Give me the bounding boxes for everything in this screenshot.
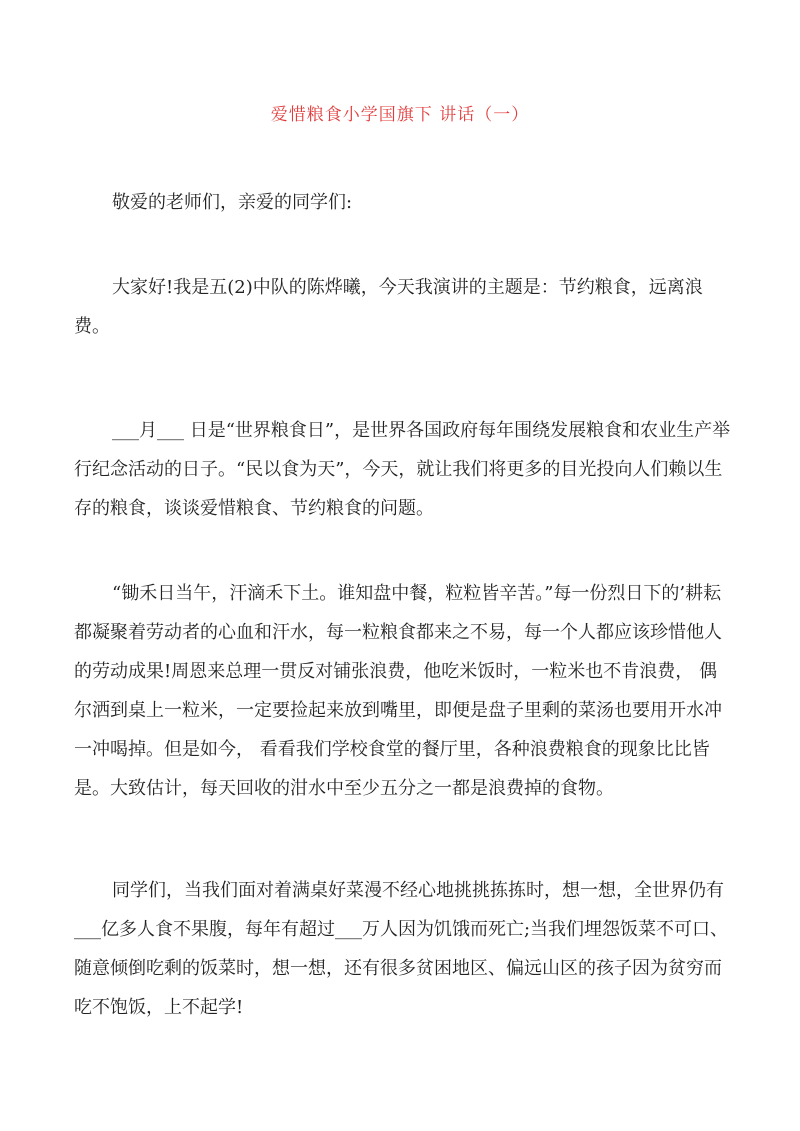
document-title: 爱惜粮食小学国旗下 讲话（一） xyxy=(270,105,530,125)
poem-paragraph: “锄禾日当午，汗滴禾下土。谁知盘中餐，粒粒皆辛苦。”每一份烈日下的’耕耘都凝聚着劳动者的心血和汗水，每一粒粮食都来之不易，每一个人都应该珍惜他人的劳动成果!周恩来总理一贯反对铺张浪费，他吃米饭时，一粒米也不肯浪费， 偶尔洒到桌上一粒米，一定要捡起来放到嘴里，即便是盘子里剩的菜汤也要用开水冲一冲喝掉。但是如今， 看看我们学校食堂的餐厅里，各种浪费粮食的现象比比皆是。大致估计，每天回收的泔水中至少五分之一都是浪费掉的食物。 xyxy=(74,583,722,799)
greeting-paragraph: 敬爱的老师们，亲爱的同学们: xyxy=(112,192,353,213)
intro-paragraph: 大家好!我是五(2)中队的陈烨曦，今天我演讲的主题是：节约粮食，远离浪费。 xyxy=(74,277,703,337)
hunger-paragraph: 同学们，当我们面对着满桌好菜漫不经心地挑挑拣拣时，想一想，全世界仍有___亿多人食不果腹，每年有超过___万人因为饥饿而死亡;当我们埋怨饭菜不可口、随意倾倒吃剩的饭菜时，想一想，还有很多贫困地区、偏远山区的孩子因为贫穷而吃不饱饭，上不起学! xyxy=(74,880,729,1018)
world-food-day-paragraph: ___月___ 日是“世界粮食日”，是世界各国政府每年围绕发展粮食和农业生产举行纪念活动的日子。“民以食为天”，今天，就让我们将更多的目光投向人们赖以生存的粮食，谈谈爱惜粮食、节约粮食的问题。 xyxy=(74,420,731,519)
